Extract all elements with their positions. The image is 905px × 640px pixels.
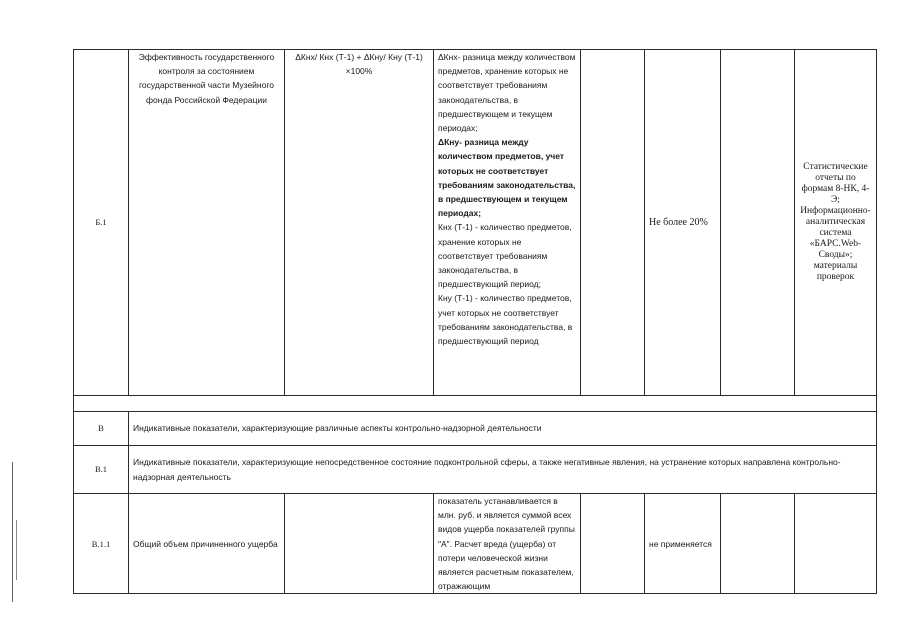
target-value: Не более 20% xyxy=(645,50,721,396)
indicators-table xyxy=(73,49,877,594)
definition-item: Кнх (Т-1) - количество предметов, хранение которых не соответствует требованиям законодательства, в предшествующий период; xyxy=(438,222,572,290)
indicator-name: Общий объем причиненного ущерба xyxy=(129,494,285,594)
definition-item: Кну (Т-1) - количество предметов, учет которых не соответствует требованиям законодательства, в предшествующий период xyxy=(438,293,573,347)
row-code: В.1.1 xyxy=(74,494,129,594)
page-edge-mark xyxy=(12,462,13,602)
table-row-b1 xyxy=(74,50,877,396)
table-row-v11 xyxy=(74,494,877,594)
empty-cell xyxy=(581,50,645,396)
empty-cell xyxy=(581,494,645,594)
data-source: Статистические отчеты по формам 8-НК, 4-Э; Информационно-аналитическая система «БАРС.Web-Своды»; материалы проверок xyxy=(795,50,877,396)
empty-cell xyxy=(285,494,434,594)
page-edge-mark xyxy=(16,520,17,580)
definition-item: ΔКну- разница между количеством предметов, учет которых не соответствует требованиям законодательства, в предшествующем и текущем периодах; xyxy=(438,137,576,219)
row-code: В.1 xyxy=(74,446,129,494)
table-row-v xyxy=(74,412,877,446)
indicator-name: Эффективность государственного контроля за состоянием государственной части Музейного фонда Российской Федерации xyxy=(129,50,285,396)
empty-cell xyxy=(795,494,877,594)
table-row-v1 xyxy=(74,446,877,494)
target-value: не применяется xyxy=(645,494,721,594)
empty-cell xyxy=(721,494,795,594)
section-heading: Индикативные показатели, характеризующие различные аспекты контрольно-надзорной деятельности xyxy=(129,412,877,446)
definition-item: ΔКнх- разница между количеством предметов, хранение которых не соответствует требованиям законодательства, в предшествующем и текущем периодах; xyxy=(438,52,576,134)
definition-item: показатель устанавливается в млн. руб. и является суммой всех видов ущерба показателей группы "А". Расчет вреда (ущерба) от потери человеческой жизни является расчетным показателем, отражающим xyxy=(434,494,581,594)
formula-cell: ΔКнх/ Кнх (Т-1) + ΔКну/ Кну (Т-1) ×100% xyxy=(285,50,434,396)
row-code: В xyxy=(74,412,129,446)
empty-cell xyxy=(74,396,877,412)
definitions-cell xyxy=(434,50,581,396)
row-code: Б.1 xyxy=(74,50,129,396)
spacer-row xyxy=(74,396,877,412)
empty-cell xyxy=(721,50,795,396)
section-heading: Индикативные показатели, характеризующие непосредственное состояние подконтрольной сферы, а также негативные явления, на устранение которых направлена контрольно-надзорная деятельность xyxy=(129,446,877,494)
